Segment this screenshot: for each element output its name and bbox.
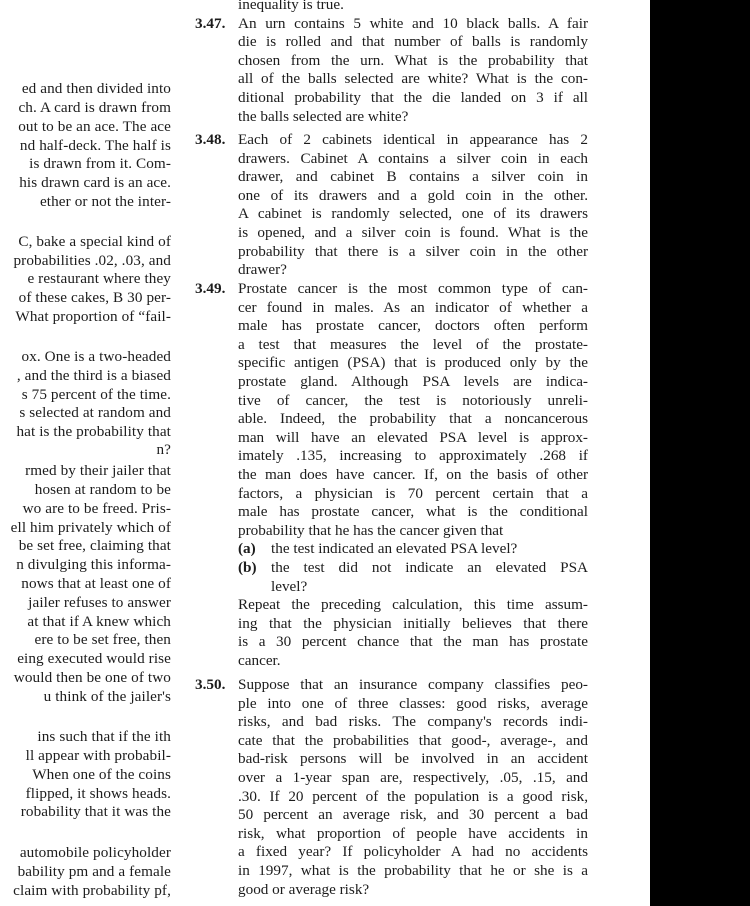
text-line: a fixed year? If policyholder A had no accidents	[238, 843, 588, 861]
text-line: man will have an elevated PSA level is approx-	[238, 428, 588, 446]
text-line: in 1997, what is the probability that he or she is a	[238, 862, 588, 879]
text-line: male has prostate cancer, what is the conditional	[238, 503, 588, 521]
text-line: s selected at random and	[19, 404, 171, 421]
text-line: wo are to be freed. Pris-	[22, 500, 171, 517]
part-label: (a)	[238, 540, 256, 558]
text-line: his drawn card is an ace.	[19, 174, 171, 191]
text-line: drawer?	[238, 261, 287, 279]
text-line: ere to be set free, then	[34, 631, 171, 648]
part-text: the test indicated an elevated PSA level?	[271, 540, 518, 558]
text-line: hosen at random to be	[34, 481, 171, 498]
text-line: chosen from the urn. What is the probability that	[238, 51, 588, 69]
text-line: inequality is true.	[238, 0, 344, 13]
text-line: .30. If 20 percent of the population is a good risk,	[238, 787, 588, 805]
text-line: prostate gland. Although PSA levels are indica-	[238, 373, 588, 390]
text-line: , and the third is a biased	[16, 367, 171, 384]
text-line: risk, what proportion of people have accidents in	[238, 824, 588, 842]
text-line: drawers. Cabinet A contains a silver coin in each	[238, 149, 588, 167]
text-line: u think of the jailer's	[43, 688, 171, 705]
text-line: drawer, and cabinet B contains a silver coin in	[238, 168, 588, 186]
text-line: ple into one of three classes: good risks, average	[238, 694, 588, 712]
text-line: hat is the probability that	[16, 423, 171, 440]
part-label: (b)	[238, 559, 257, 576]
text-line: probabilities .02, .03, and	[13, 252, 171, 269]
problem-number: 3.50.	[195, 676, 226, 693]
text-line: Prostate cancer is the most common type of can-	[238, 280, 588, 297]
part-text: level?	[271, 577, 308, 595]
text-line: is drawn from it. Com-	[29, 155, 171, 172]
part-text: the test did not indicate an elevated PSA	[271, 559, 588, 576]
text-line: at that if A knew which	[27, 613, 171, 630]
text-line: ing that the physician initially believes that there	[238, 614, 588, 632]
text-line: over a 1-year span are, respectively, .05, .15, and	[238, 769, 588, 786]
text-line: automobile policyholder	[19, 844, 171, 861]
text-line: would then be one of two	[13, 669, 171, 686]
text-line: When one of the coins	[32, 766, 171, 783]
text-line: cancer.	[238, 652, 281, 669]
text-line: cer found in males. As an indicator of whether a	[238, 298, 588, 316]
text-line: tive of cancer, the test is notoriously unreli-	[238, 391, 588, 409]
text-line: the man does have cancer. If, on the basis of other	[238, 466, 588, 483]
text-line: the balls selected are white?	[238, 107, 409, 125]
text-line: risks, and bad risks. The company's records indi-	[238, 713, 588, 731]
text-line: An urn contains 5 white and 10 black balls. A fair	[238, 14, 588, 32]
text-line: What proportion of “fail-	[15, 308, 171, 325]
text-line: a test that measures the level of the prostate-	[238, 335, 588, 353]
text-line: Repeat the preceding calculation, this time assum-	[238, 596, 588, 614]
text-line: Each of 2 cabinets identical in appearance has 2	[238, 131, 588, 148]
text-line: claim with probability pf,	[13, 882, 171, 899]
scrollbar-track[interactable]	[650, 0, 750, 906]
text-line: bability pm and a female	[17, 863, 171, 880]
text-line: A cabinet is randomly selected, one of its drawers	[238, 205, 588, 223]
text-line: cate that the probabilities that good-, average-, and	[238, 731, 588, 749]
text-line: Suppose that an insurance company classifies peo-	[238, 676, 588, 693]
text-line: male has prostate cancer, doctors often perform	[238, 317, 588, 335]
text-line: be set free, claiming that	[18, 537, 171, 554]
text-line: bad-risk persons will be involved in an accident	[238, 750, 588, 768]
text-line: robability that it was the	[20, 803, 171, 820]
text-line: 50 percent an average risk, and 30 percent a bad	[238, 806, 588, 824]
text-line: out to be an ace. The ace	[18, 118, 171, 135]
text-line: able. Indeed, the probability that a noncancerous	[238, 410, 588, 428]
text-line: ed and then divided into	[21, 80, 171, 97]
text-line: probability that there is a silver coin in the other	[238, 242, 588, 260]
text-line: ell him privately which of	[10, 519, 171, 536]
text-line: is a 30 percent chance that the man has prostate	[238, 633, 588, 651]
problem-number: 3.47.	[195, 14, 226, 32]
text-line: ditional probability that the die landed on 3 if all	[238, 88, 588, 106]
text-line: specific antigen (PSA) that is produced only by the	[238, 354, 588, 372]
text-line: ox. One is a two-headed	[21, 348, 171, 365]
text-line: flipped, it shows heads.	[25, 785, 171, 802]
text-line: is opened, and a silver coin is found. What is the	[238, 224, 588, 241]
text-line: e restaurant where they	[27, 270, 171, 287]
text-line: ch. A card is drawn from	[18, 99, 171, 116]
text-line: probability that he has the cancer given that	[238, 521, 504, 539]
problem-number: 3.48.	[195, 131, 226, 148]
text-line: s 75 percent of the time.	[21, 386, 171, 403]
text-line: one of its drawers and a gold coin in the other.	[238, 186, 588, 204]
text-line: die is rolled and that number of balls is randomly	[238, 33, 588, 51]
text-line: ll appear with probabil-	[25, 747, 171, 764]
text-line: factors, a physician is 70 percent certain that a	[238, 484, 588, 502]
text-line: jailer refuses to answer	[28, 594, 171, 611]
text-line: nd half-deck. The half is	[19, 137, 171, 154]
text-line: ins such that if the ith	[37, 728, 171, 745]
text-line: rmed by their jailer that	[25, 462, 171, 479]
text-line: imately .135, increasing to approximately .268 if	[238, 447, 588, 465]
text-line: nows that at least one of	[21, 575, 171, 592]
text-line: ether or not the inter-	[39, 193, 171, 210]
text-line: good or average risk?	[238, 880, 370, 898]
text-line: C, bake a special kind of	[18, 233, 171, 250]
text-line: all of the balls selected are white? What is the con-	[238, 70, 588, 88]
problem-number: 3.49.	[195, 280, 226, 297]
text-line: eing executed would rise	[17, 650, 171, 667]
text-line: n?	[156, 441, 171, 458]
text-line: n divulging this informa-	[16, 556, 171, 573]
text-line: of these cakes, B 30 per-	[18, 289, 171, 306]
